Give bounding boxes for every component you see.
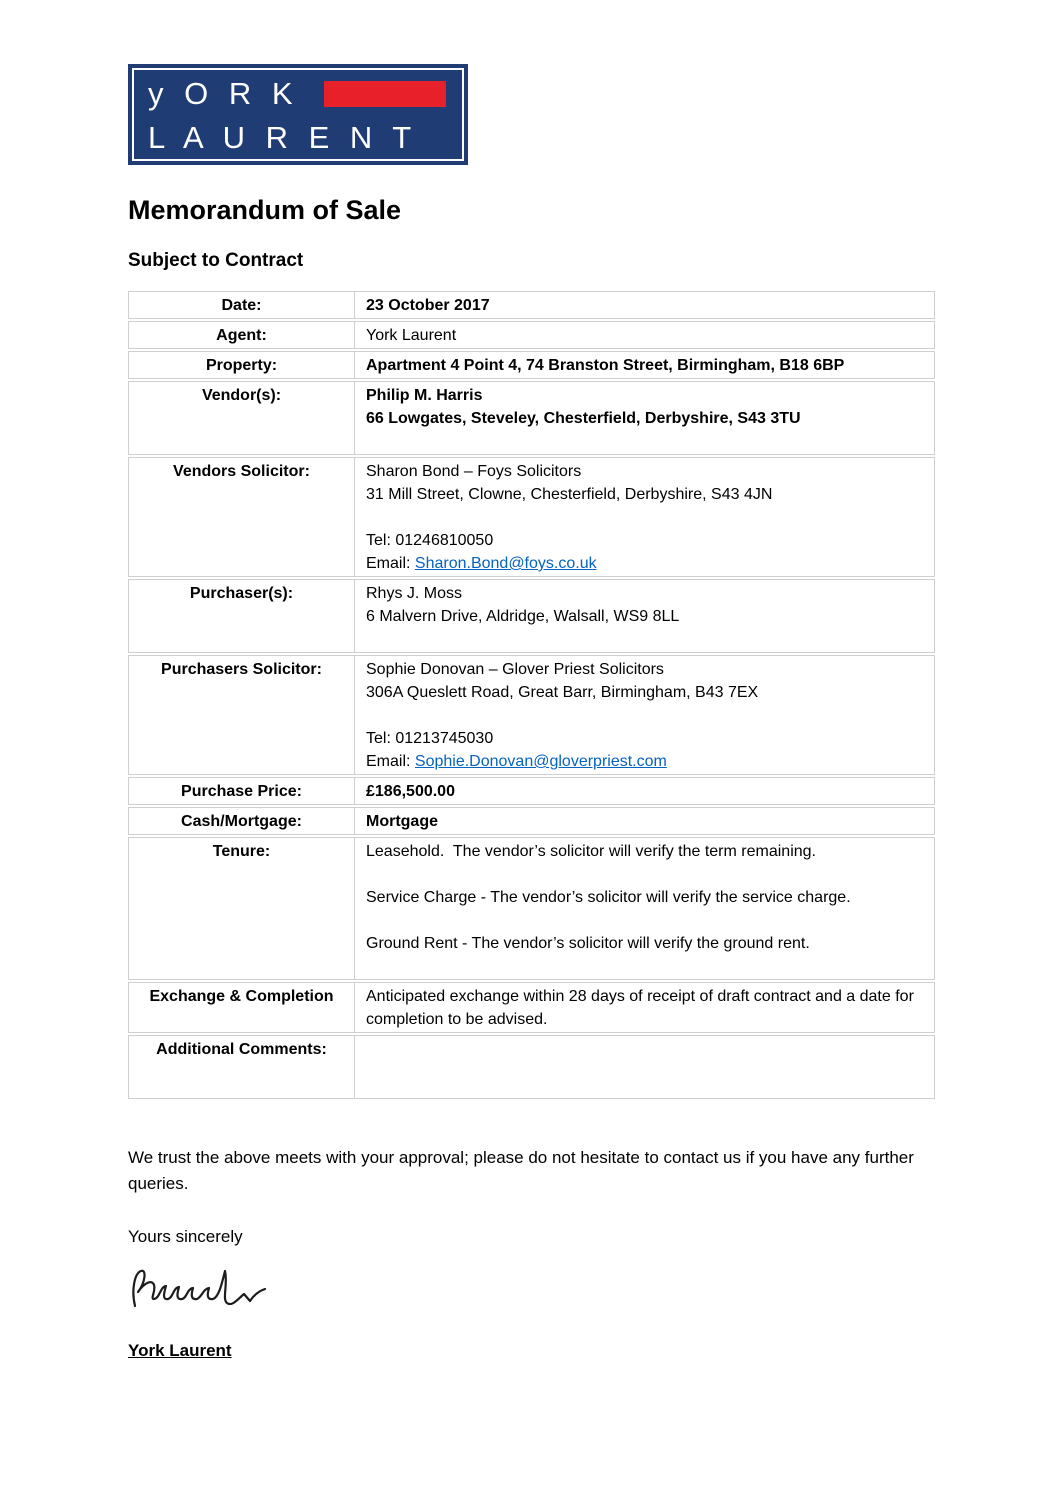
row-value-line xyxy=(366,955,923,978)
row-value-line: 306A Queslett Road, Great Barr, Birmingham, B43 7EX xyxy=(366,684,759,701)
signer-name: York Laurent xyxy=(128,1341,232,1360)
row-value-line: Service Charge - The vendor’s solicitor will verify the service charge. xyxy=(366,889,851,906)
york-laurent-logo xyxy=(128,64,468,165)
row-value-line xyxy=(366,750,923,773)
logo-text-york: y O R K xyxy=(148,76,299,111)
row-value-line: Tel: 01246810050 xyxy=(366,532,494,549)
row-value xyxy=(355,838,934,979)
closing-paragraph: We trust the above meets with your approval; please do not hesitate to contact us if you have any further queries. xyxy=(128,1148,914,1193)
logo-text-laurent: L A U R E N T xyxy=(148,120,418,155)
row-label: Tenure: xyxy=(129,838,355,979)
row-value-line: Sharon Bond – Foys Solicitors xyxy=(366,463,582,480)
row-value-line: £186,500.00 xyxy=(366,783,455,800)
row-value xyxy=(355,983,934,1032)
row-value-line xyxy=(366,1038,923,1061)
row-label: Purchasers Solicitor: xyxy=(129,656,355,774)
row-label: Purchaser(s): xyxy=(129,580,355,652)
table-row xyxy=(128,982,935,1033)
signature-image xyxy=(128,1261,280,1319)
row-value-line: Mortgage xyxy=(366,813,438,830)
email-label: Email: xyxy=(366,555,415,572)
row-value xyxy=(355,808,934,834)
row-value-line: 31 Mill Street, Clowne, Chesterfield, Derbyshire, S43 4JN xyxy=(366,486,773,503)
logo-inner-frame xyxy=(132,68,464,161)
row-label: Date: xyxy=(129,292,355,318)
row-value-line: Philip M. Harris xyxy=(366,387,483,404)
row-value-line: 23 October 2017 xyxy=(366,297,490,314)
row-value-line: Apartment 4 Point 4, 74 Branston Street, Birmingham, B18 6BP xyxy=(366,357,845,374)
email-link[interactable]: Sharon.Bond@foys.co.uk xyxy=(414,555,597,572)
row-value-line: York Laurent xyxy=(366,327,457,344)
row-value xyxy=(355,656,934,774)
row-value xyxy=(355,580,934,652)
row-label: Purchase Price: xyxy=(129,778,355,804)
row-label: Vendor(s): xyxy=(129,382,355,454)
row-label: Cash/Mortgage: xyxy=(129,808,355,834)
row-value xyxy=(355,292,934,318)
row-value-line: Sophie Donovan – Glover Priest Solicitors xyxy=(366,661,664,678)
row-label: Additional Comments: xyxy=(129,1036,355,1098)
logo-red-block xyxy=(324,81,446,107)
row-value-line xyxy=(366,704,923,727)
table-row xyxy=(128,777,935,805)
table-row xyxy=(128,655,935,775)
row-value-line: Ground Rent - The vendor’s solicitor will verify the ground rent. xyxy=(366,935,810,952)
email-label: Email: xyxy=(366,753,415,770)
row-value xyxy=(355,382,934,454)
table-row xyxy=(128,457,935,577)
row-value-line xyxy=(366,430,923,453)
memorandum-table xyxy=(128,291,935,1099)
row-label: Vendors Solicitor: xyxy=(129,458,355,576)
logo-row-top xyxy=(148,78,448,109)
table-row xyxy=(128,381,935,455)
row-value xyxy=(355,778,934,804)
row-value-line: 66 Lowgates, Steveley, Chesterfield, Derbyshire, S43 3TU xyxy=(366,410,801,427)
row-value-line: Rhys J. Moss xyxy=(366,585,463,602)
table-row xyxy=(128,807,935,835)
row-value-line xyxy=(366,909,923,932)
row-value xyxy=(355,458,934,576)
row-label: Agent: xyxy=(129,322,355,348)
page-title: Memorandum of Sale xyxy=(128,195,402,225)
row-label: Exchange & Completion xyxy=(129,983,355,1032)
row-value-line xyxy=(366,506,923,529)
row-label: Property: xyxy=(129,352,355,378)
row-value-line: Tel: 01213745030 xyxy=(366,730,494,747)
row-value-line: Leasehold. The vendor’s solicitor will verify the term remaining. xyxy=(366,843,816,860)
table-row xyxy=(128,321,935,349)
valediction-text: Yours sincerely xyxy=(128,1227,243,1246)
row-value xyxy=(355,322,934,348)
row-value xyxy=(355,352,934,378)
table-row xyxy=(128,837,935,980)
row-value-line: Anticipated exchange within 28 days of receipt of draft contract and a date for completion to be advised. xyxy=(366,988,919,1028)
table-row xyxy=(128,579,935,653)
row-value-line xyxy=(366,552,923,575)
row-value-line xyxy=(366,863,923,886)
table-row xyxy=(128,291,935,319)
table-row xyxy=(128,1035,935,1099)
email-link[interactable]: Sophie.Donovan@gloverpriest.com xyxy=(414,753,667,770)
row-value-line: 6 Malvern Drive, Aldridge, Walsall, WS9 8LL xyxy=(366,608,680,625)
row-value xyxy=(355,1036,934,1098)
row-value-line xyxy=(366,628,923,651)
table-row xyxy=(128,351,935,379)
subtitle-subject-to-contract: Subject to Contract xyxy=(128,250,304,271)
